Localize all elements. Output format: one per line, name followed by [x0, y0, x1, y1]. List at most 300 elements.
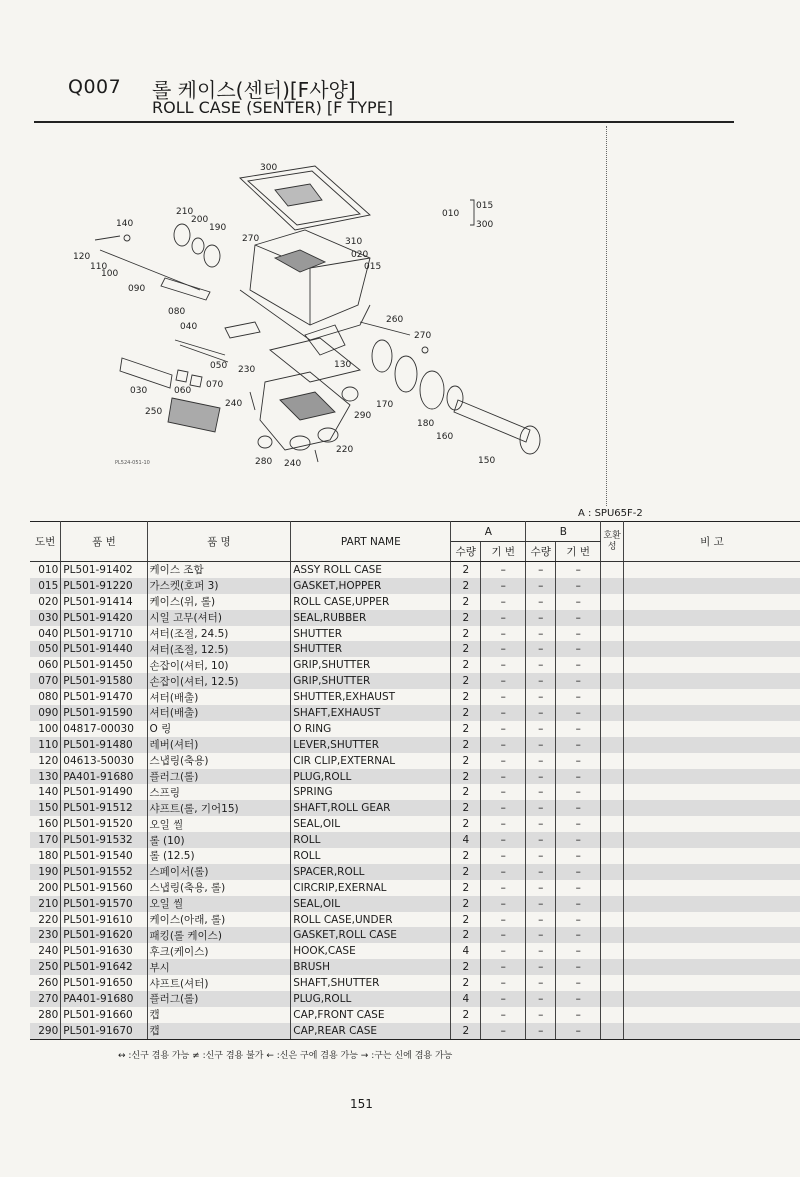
cell-interchange	[601, 626, 624, 642]
table-row	[30, 657, 800, 673]
cell-part-no: PL501-91220	[61, 578, 147, 594]
cell-interchange	[601, 848, 624, 864]
cell-base-a: –	[481, 721, 526, 737]
cell-remarks	[623, 721, 800, 737]
table-row	[30, 594, 800, 610]
cell-interchange	[601, 657, 624, 673]
label-250: 250	[145, 407, 163, 417]
cell-interchange	[601, 927, 624, 943]
cell-qty-a: 4	[451, 943, 481, 959]
cell-no: 280	[30, 1007, 61, 1023]
header-base-a: 기 번	[481, 542, 526, 562]
table-row	[30, 626, 800, 642]
cell-name-kr: 셔터(조절, 24.5)	[147, 626, 291, 642]
roll-12-shape	[420, 371, 444, 409]
cell-base-b: –	[556, 896, 601, 912]
cell-qty-b: –	[526, 848, 556, 864]
cell-remarks	[623, 610, 800, 626]
cell-name-kr: 레버(셔터)	[147, 737, 291, 753]
cell-interchange	[601, 1007, 624, 1023]
label-270a: 270	[242, 234, 260, 244]
cell-base-b: –	[556, 912, 601, 928]
cell-name-kr: 샤프트(롤, 기어15)	[147, 800, 291, 816]
cell-part-name: SPACER,ROLL	[291, 864, 451, 880]
cell-no: 270	[30, 991, 61, 1007]
cell-interchange	[601, 959, 624, 975]
cell-no: 150	[30, 800, 61, 816]
label-040: 040	[180, 322, 198, 332]
label-290: 290	[354, 411, 372, 421]
cell-part-name: SHAFT,SHUTTER	[291, 975, 451, 991]
cell-part-name: CAP,FRONT CASE	[291, 1007, 451, 1023]
cell-name-kr: 캡	[147, 1007, 291, 1023]
cell-name-kr: 셔터(배출)	[147, 705, 291, 721]
label-080: 080	[168, 307, 186, 317]
cell-qty-a: 2	[451, 737, 481, 753]
cell-name-kr: 롤 (10)	[147, 832, 291, 848]
cell-part-no: PL501-91532	[61, 832, 147, 848]
oil-seal-shape	[174, 224, 190, 246]
cell-base-b: –	[556, 848, 601, 864]
table-row	[30, 959, 800, 975]
cell-qty-a: 2	[451, 927, 481, 943]
cell-part-no: PL501-91440	[61, 641, 147, 657]
header-remarks: 비 고	[623, 522, 800, 562]
cell-name-kr: 스프링	[147, 784, 291, 800]
cell-name-kr: 스냅링(축용)	[147, 753, 291, 769]
cell-no: 080	[30, 689, 61, 705]
cell-name-kr: 시일 고무(셔터)	[147, 610, 291, 626]
header-part-name: PART NAME	[291, 522, 451, 562]
label-020: 020	[351, 250, 369, 260]
cell-no: 130	[30, 769, 61, 785]
cell-base-b: –	[556, 626, 601, 642]
cell-no: 010	[30, 562, 61, 578]
cell-qty-b: –	[526, 864, 556, 880]
cell-remarks	[623, 594, 800, 610]
label-200: 200	[191, 215, 209, 225]
cell-base-a: –	[481, 1007, 526, 1023]
cell-name-kr: 플러그(롤)	[147, 769, 291, 785]
cell-remarks	[623, 705, 800, 721]
front-cap-shape	[258, 436, 272, 448]
table-row	[30, 848, 800, 864]
cell-base-b: –	[556, 1007, 601, 1023]
cell-name-kr: 셔터(배출)	[147, 689, 291, 705]
cell-part-no: PA401-91680	[61, 769, 147, 785]
cell-base-b: –	[556, 610, 601, 626]
cell-qty-b: –	[526, 975, 556, 991]
cell-qty-b: –	[526, 880, 556, 896]
cell-remarks	[623, 737, 800, 753]
cell-base-b: –	[556, 737, 601, 753]
cell-name-kr: 셔터(조절, 12.5)	[147, 641, 291, 657]
cell-remarks	[623, 800, 800, 816]
cell-interchange	[601, 673, 624, 689]
cell-base-b: –	[556, 753, 601, 769]
header-qty-a: 수량	[451, 542, 481, 562]
cell-no: 230	[30, 927, 61, 943]
cell-base-a: –	[481, 943, 526, 959]
cell-qty-a: 2	[451, 959, 481, 975]
cell-name-kr: O 링	[147, 721, 291, 737]
table-row	[30, 927, 800, 943]
cell-qty-b: –	[526, 959, 556, 975]
cell-base-b: –	[556, 784, 601, 800]
cell-base-a: –	[481, 626, 526, 642]
table-row	[30, 880, 800, 896]
header-group-a: A	[451, 522, 526, 542]
cell-qty-b: –	[526, 991, 556, 1007]
cell-no: 020	[30, 594, 61, 610]
cell-base-a: –	[481, 673, 526, 689]
cell-no: 110	[30, 737, 61, 753]
label-270b: 270	[414, 331, 432, 341]
cell-part-no: PL501-91710	[61, 626, 147, 642]
brush-shape	[168, 398, 220, 432]
cell-no: 170	[30, 832, 61, 848]
cell-part-name: SEAL,OIL	[291, 896, 451, 912]
cell-part-no: PL501-91552	[61, 864, 147, 880]
cell-part-no: PL501-91570	[61, 896, 147, 912]
table-row	[30, 641, 800, 657]
snap-ring-shape	[192, 238, 204, 254]
cell-interchange	[601, 832, 624, 848]
label-030: 030	[130, 386, 148, 396]
cell-no: 220	[30, 912, 61, 928]
cell-qty-a: 2	[451, 721, 481, 737]
cell-interchange	[601, 737, 624, 753]
cell-part-name: SHUTTER,EXHAUST	[291, 689, 451, 705]
cell-remarks	[623, 959, 800, 975]
label-010-to: 300	[476, 220, 494, 230]
cell-no: 240	[30, 943, 61, 959]
table-row	[30, 991, 800, 1007]
label-010: 010	[442, 209, 460, 219]
cell-part-no: PL501-91402	[61, 562, 147, 578]
cell-part-no: 04817-00030	[61, 721, 147, 737]
seal-rubber-shape	[120, 358, 172, 388]
table-row	[30, 1007, 800, 1023]
cell-remarks	[623, 641, 800, 657]
cell-part-no: PL501-91420	[61, 610, 147, 626]
cell-qty-b: –	[526, 705, 556, 721]
cell-base-b: –	[556, 927, 601, 943]
cell-part-no: PL501-91660	[61, 1007, 147, 1023]
cell-name-kr: 손잡이(셔터, 12.5)	[147, 673, 291, 689]
cell-no: 090	[30, 705, 61, 721]
catalog-code: Q007	[68, 76, 122, 98]
label-110: 110	[90, 262, 108, 272]
table-row	[30, 864, 800, 880]
cell-base-b: –	[556, 721, 601, 737]
cell-no: 050	[30, 641, 61, 657]
cell-name-kr: 스냅링(축용, 롤)	[147, 880, 291, 896]
cell-no: 120	[30, 753, 61, 769]
table-row	[30, 737, 800, 753]
cell-remarks	[623, 848, 800, 864]
table-row	[30, 578, 800, 594]
cell-interchange	[601, 800, 624, 816]
roll-gear-shaft-shape	[454, 400, 530, 442]
cell-remarks	[623, 912, 800, 928]
cell-remarks	[623, 784, 800, 800]
label-060: 060	[174, 386, 192, 396]
cell-base-a: –	[481, 927, 526, 943]
table-row	[30, 912, 800, 928]
table-row	[30, 1023, 800, 1039]
cell-interchange	[601, 784, 624, 800]
header-group-b: B	[526, 522, 601, 542]
cell-part-no: PL501-91414	[61, 594, 147, 610]
cell-name-kr: 손잡이(셔터, 10)	[147, 657, 291, 673]
cell-part-no: PL501-91512	[61, 800, 147, 816]
cell-part-name: PLUG,ROLL	[291, 991, 451, 1007]
cell-base-b: –	[556, 816, 601, 832]
cell-qty-b: –	[526, 927, 556, 943]
label-160: 160	[436, 432, 454, 442]
cell-remarks	[623, 753, 800, 769]
cell-qty-b: –	[526, 562, 556, 578]
cell-part-name: CIR CLIP,EXTERNAL	[291, 753, 451, 769]
cell-qty-b: –	[526, 594, 556, 610]
cell-no: 190	[30, 864, 61, 880]
cell-base-a: –	[481, 864, 526, 880]
cell-qty-a: 2	[451, 610, 481, 626]
label-260: 260	[386, 315, 404, 325]
roll-10-shape	[372, 340, 392, 372]
cell-name-kr: 케이스(위, 롤)	[147, 594, 291, 610]
cell-base-b: –	[556, 943, 601, 959]
cell-base-a: –	[481, 784, 526, 800]
table-row	[30, 562, 800, 578]
cell-part-no: PL501-91580	[61, 673, 147, 689]
cell-interchange	[601, 912, 624, 928]
cell-remarks	[623, 816, 800, 832]
header-qty-b: 수량	[526, 542, 556, 562]
cell-part-no: PL501-91520	[61, 816, 147, 832]
header-name-kr: 품 명	[147, 522, 291, 562]
spacer-shape	[204, 245, 220, 267]
cell-no: 180	[30, 848, 61, 864]
cell-name-kr: 오일 씰	[147, 816, 291, 832]
cell-qty-b: –	[526, 721, 556, 737]
cell-remarks	[623, 1023, 800, 1039]
cell-base-a: –	[481, 832, 526, 848]
rear-cap-shape	[342, 387, 358, 401]
cell-base-b: –	[556, 975, 601, 991]
lower-case-opening	[280, 392, 335, 420]
cell-qty-b: –	[526, 832, 556, 848]
cell-name-kr: 케이스 조합	[147, 562, 291, 578]
cell-qty-b: –	[526, 737, 556, 753]
cell-qty-b: –	[526, 1007, 556, 1023]
oil-seal-2-shape	[447, 386, 463, 410]
cell-qty-a: 2	[451, 594, 481, 610]
cell-part-name: SPRING	[291, 784, 451, 800]
cell-base-b: –	[556, 800, 601, 816]
plate-code: PL524-051-10	[115, 460, 150, 466]
cell-interchange	[601, 975, 624, 991]
cell-qty-b: –	[526, 657, 556, 673]
cell-part-no: PL501-91560	[61, 880, 147, 896]
cell-remarks	[623, 864, 800, 880]
cell-base-b: –	[556, 769, 601, 785]
cell-name-kr: 가스켓(호퍼 3)	[147, 578, 291, 594]
lower-case-port-2	[318, 428, 338, 442]
cell-interchange	[601, 641, 624, 657]
cell-base-b: –	[556, 578, 601, 594]
cell-remarks	[623, 991, 800, 1007]
cell-part-no: PL501-91590	[61, 705, 147, 721]
cell-base-a: –	[481, 594, 526, 610]
cell-part-name: GASKET,ROLL CASE	[291, 927, 451, 943]
label-220: 220	[336, 445, 354, 455]
cell-no: 160	[30, 816, 61, 832]
label-180: 180	[417, 419, 435, 429]
cell-part-no: PL501-91650	[61, 975, 147, 991]
cell-qty-a: 2	[451, 896, 481, 912]
cell-base-a: –	[481, 641, 526, 657]
cell-qty-b: –	[526, 816, 556, 832]
cell-part-name: CAP,REAR CASE	[291, 1023, 451, 1039]
cell-interchange	[601, 864, 624, 880]
cell-qty-a: 4	[451, 832, 481, 848]
cell-base-a: –	[481, 753, 526, 769]
page-number: 151	[350, 1097, 373, 1111]
label-230: 230	[238, 365, 256, 375]
cell-part-name: BRUSH	[291, 959, 451, 975]
cell-part-name: O RING	[291, 721, 451, 737]
label-170: 170	[376, 400, 394, 410]
cell-qty-a: 2	[451, 626, 481, 642]
cell-qty-b: –	[526, 689, 556, 705]
cell-qty-a: 2	[451, 864, 481, 880]
cell-part-name: ROLL	[291, 832, 451, 848]
cell-qty-b: –	[526, 943, 556, 959]
cell-name-kr: 롤 (12.5)	[147, 848, 291, 864]
cell-qty-b: –	[526, 673, 556, 689]
cell-interchange	[601, 594, 624, 610]
table-row	[30, 689, 800, 705]
cell-base-a: –	[481, 689, 526, 705]
cell-name-kr: 후크(케이스)	[147, 943, 291, 959]
cell-interchange	[601, 753, 624, 769]
table-row	[30, 800, 800, 816]
cell-part-no: PL501-91470	[61, 689, 147, 705]
roll-10b-shape	[395, 356, 417, 392]
cell-qty-a: 2	[451, 800, 481, 816]
cell-qty-a: 2	[451, 689, 481, 705]
cell-qty-a: 2	[451, 848, 481, 864]
cell-part-name: SHUTTER	[291, 626, 451, 642]
cell-part-name: PLUG,ROLL	[291, 769, 451, 785]
cell-interchange	[601, 943, 624, 959]
cell-qty-a: 2	[451, 1023, 481, 1039]
cell-qty-b: –	[526, 784, 556, 800]
model-label: A : SPU65F-2	[578, 508, 643, 519]
cell-part-name: SHUTTER	[291, 641, 451, 657]
cell-part-name: CIRCRIP,EXERNAL	[291, 880, 451, 896]
cell-qty-a: 2	[451, 562, 481, 578]
compatibility-legend: ↔ :신구 겸용 가능 ≠ :신구 겸용 불가 ← :신은 구에 겸용 가능 → :구는 신에 겸용 가능	[118, 1051, 453, 1061]
cell-base-b: –	[556, 641, 601, 657]
cell-part-name: GRIP,SHUTTER	[291, 673, 451, 689]
page-title-korean: 롤 케이스(센터)[F사양]	[152, 78, 356, 102]
spring-shape	[124, 235, 130, 241]
label-120: 120	[73, 252, 91, 262]
cell-part-name: GRIP,SHUTTER	[291, 657, 451, 673]
page-title-english: ROLL CASE (SENTER) [F TYPE]	[152, 98, 393, 117]
cell-part-name: LEVER,SHUTTER	[291, 737, 451, 753]
cell-base-b: –	[556, 864, 601, 880]
cell-interchange	[601, 562, 624, 578]
label-240b: 240	[284, 459, 302, 469]
cell-base-a: –	[481, 769, 526, 785]
cell-no: 030	[30, 610, 61, 626]
cell-part-name: GASKET,HOPPER	[291, 578, 451, 594]
table-row	[30, 673, 800, 689]
cell-remarks	[623, 626, 800, 642]
cell-base-b: –	[556, 657, 601, 673]
table-row	[30, 784, 800, 800]
cell-name-kr: 플러그(롤)	[147, 991, 291, 1007]
cell-qty-a: 2	[451, 673, 481, 689]
cell-qty-a: 2	[451, 578, 481, 594]
cell-remarks	[623, 975, 800, 991]
cell-base-a: –	[481, 896, 526, 912]
cell-part-no: PL501-91480	[61, 737, 147, 753]
cell-no: 015	[30, 578, 61, 594]
cell-part-name: ROLL CASE,UNDER	[291, 912, 451, 928]
cell-part-no: PL501-91540	[61, 848, 147, 864]
lever-shape	[95, 236, 120, 240]
cell-qty-b: –	[526, 578, 556, 594]
cell-interchange	[601, 880, 624, 896]
cell-qty-a: 2	[451, 705, 481, 721]
cell-qty-b: –	[526, 626, 556, 642]
cell-remarks	[623, 578, 800, 594]
table-row	[30, 769, 800, 785]
cell-base-a: –	[481, 991, 526, 1007]
cell-qty-b: –	[526, 610, 556, 626]
label-070: 070	[206, 380, 224, 390]
assy-bracket	[470, 200, 474, 225]
cell-qty-a: 2	[451, 1007, 481, 1023]
table-row	[30, 753, 800, 769]
cell-interchange	[601, 610, 624, 626]
cell-interchange	[601, 769, 624, 785]
cell-base-a: –	[481, 912, 526, 928]
grip-shape-2	[190, 375, 202, 387]
cell-base-b: –	[556, 594, 601, 610]
cell-base-a: –	[481, 1023, 526, 1039]
label-015: 015	[364, 262, 382, 272]
label-130: 130	[334, 360, 352, 370]
cell-part-no: PL501-91450	[61, 657, 147, 673]
cell-interchange	[601, 705, 624, 721]
cell-name-kr: 케이스(아래, 롤)	[147, 912, 291, 928]
cell-part-no: PL501-91490	[61, 784, 147, 800]
table-row	[30, 816, 800, 832]
cell-remarks	[623, 562, 800, 578]
cell-base-a: –	[481, 800, 526, 816]
cell-no: 260	[30, 975, 61, 991]
cell-part-no: PA401-91680	[61, 991, 147, 1007]
cell-name-kr: 스페이서(롤)	[147, 864, 291, 880]
cell-qty-a: 2	[451, 880, 481, 896]
cell-part-name: ROLL	[291, 848, 451, 864]
